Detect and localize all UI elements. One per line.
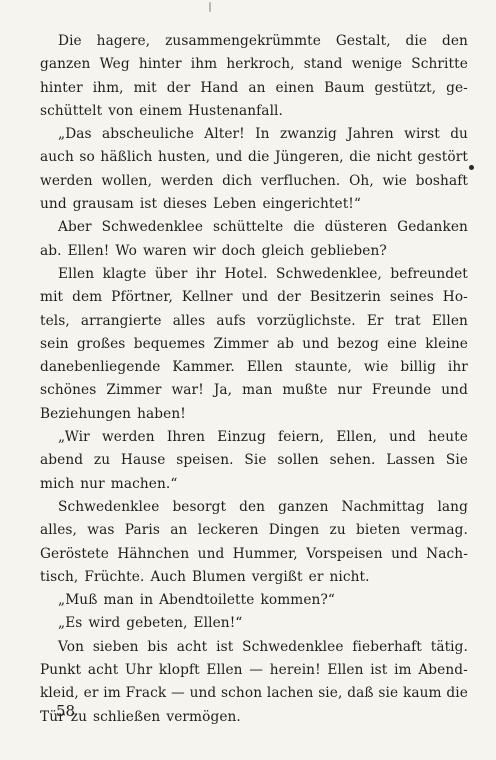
text-line: werden wollen, werden dich verfluchen. Oh, wie boshaft [40,172,468,189]
text-line: Tür zu schließen vermögen. [40,708,241,725]
text-line: danebenliegende Kammer. Ellen staunte, wie billig ihr [40,359,468,376]
text-line: Beziehungen haben! [40,405,186,422]
text-line: schönes Zimmer war! Ja, man mußte nur Freunde und [40,382,468,399]
text-line: „Muß man in Abendtoilette kommen?“ [58,592,336,609]
text-line: schüttelt von einem Hustenanfall. [40,102,283,119]
text-line: ab. Ellen! Wo waren wir doch gleich geblieben? [40,242,387,259]
text-line: tisch, Früchte. Auch Blumen vergißt er nicht. [40,568,370,585]
text-line: alles, was Paris an leckeren Dingen zu bieten vermag. [40,522,468,539]
paper-speck [209,2,211,12]
ink-dot [469,165,474,170]
text-line: Von sieben bis acht ist Schwedenklee fieberhaft tätig. [58,638,468,655]
text-line: auch so häßlich husten, und die Jüngeren, die nicht gestört [40,149,468,166]
text-line: tels, arrangierte alles aufs vorzüglichste. Er trat Ellen [40,312,468,329]
text-line: Geröstete Hähnchen und Hummer, Vorspeisen und Nach- [40,545,468,562]
text-line: Schwedenklee besorgt den ganzen Nachmittag lang [58,498,468,515]
text-line: sein großes bequemes Zimmer ab und bezog eine kleine [40,335,468,352]
text-line: Aber Schwedenklee schüttelte die düsteren Gedanken [58,219,468,236]
text-line: ganzen Weg hinter ihm herkroch, stand wenige Schritte [40,56,468,73]
text-line: mich nur machen.“ [40,475,178,492]
text-line: mit dem Pförtner, Kellner und der Besitzerin seines Ho- [40,289,468,306]
text-line: hinter ihm, mit der Hand an einen Baum gestützt, ge- [40,79,468,96]
text-line: Die hagere, zusammengekrümmte Gestalt, die den [58,33,468,49]
text-line: Punkt acht Uhr klopft Ellen — herein! Ellen ist im Abend- [40,662,468,679]
text-line: „Wir werden Ihren Einzug feiern, Ellen, und heute [58,429,468,446]
text-line: und grausam ist dieses Leben eingerichtet!“ [40,196,361,213]
text-line: „Das abscheuliche Alter! In zwanzig Jahren wirst du [58,126,468,143]
text-line: kleid, er im Frack — und schon lachen sie, daß sie kaum die [40,685,468,702]
page-number: 58 [56,702,76,720]
body-text [40,30,468,729]
text-line: „Es wird gebeten, Ellen!“ [58,615,243,632]
text-line: abend zu Hause speisen. Sie sollen sehen. Lassen Sie [40,452,468,469]
text-line: Ellen klagte über ihr Hotel. Schwedenklee, befreundet [58,265,468,282]
